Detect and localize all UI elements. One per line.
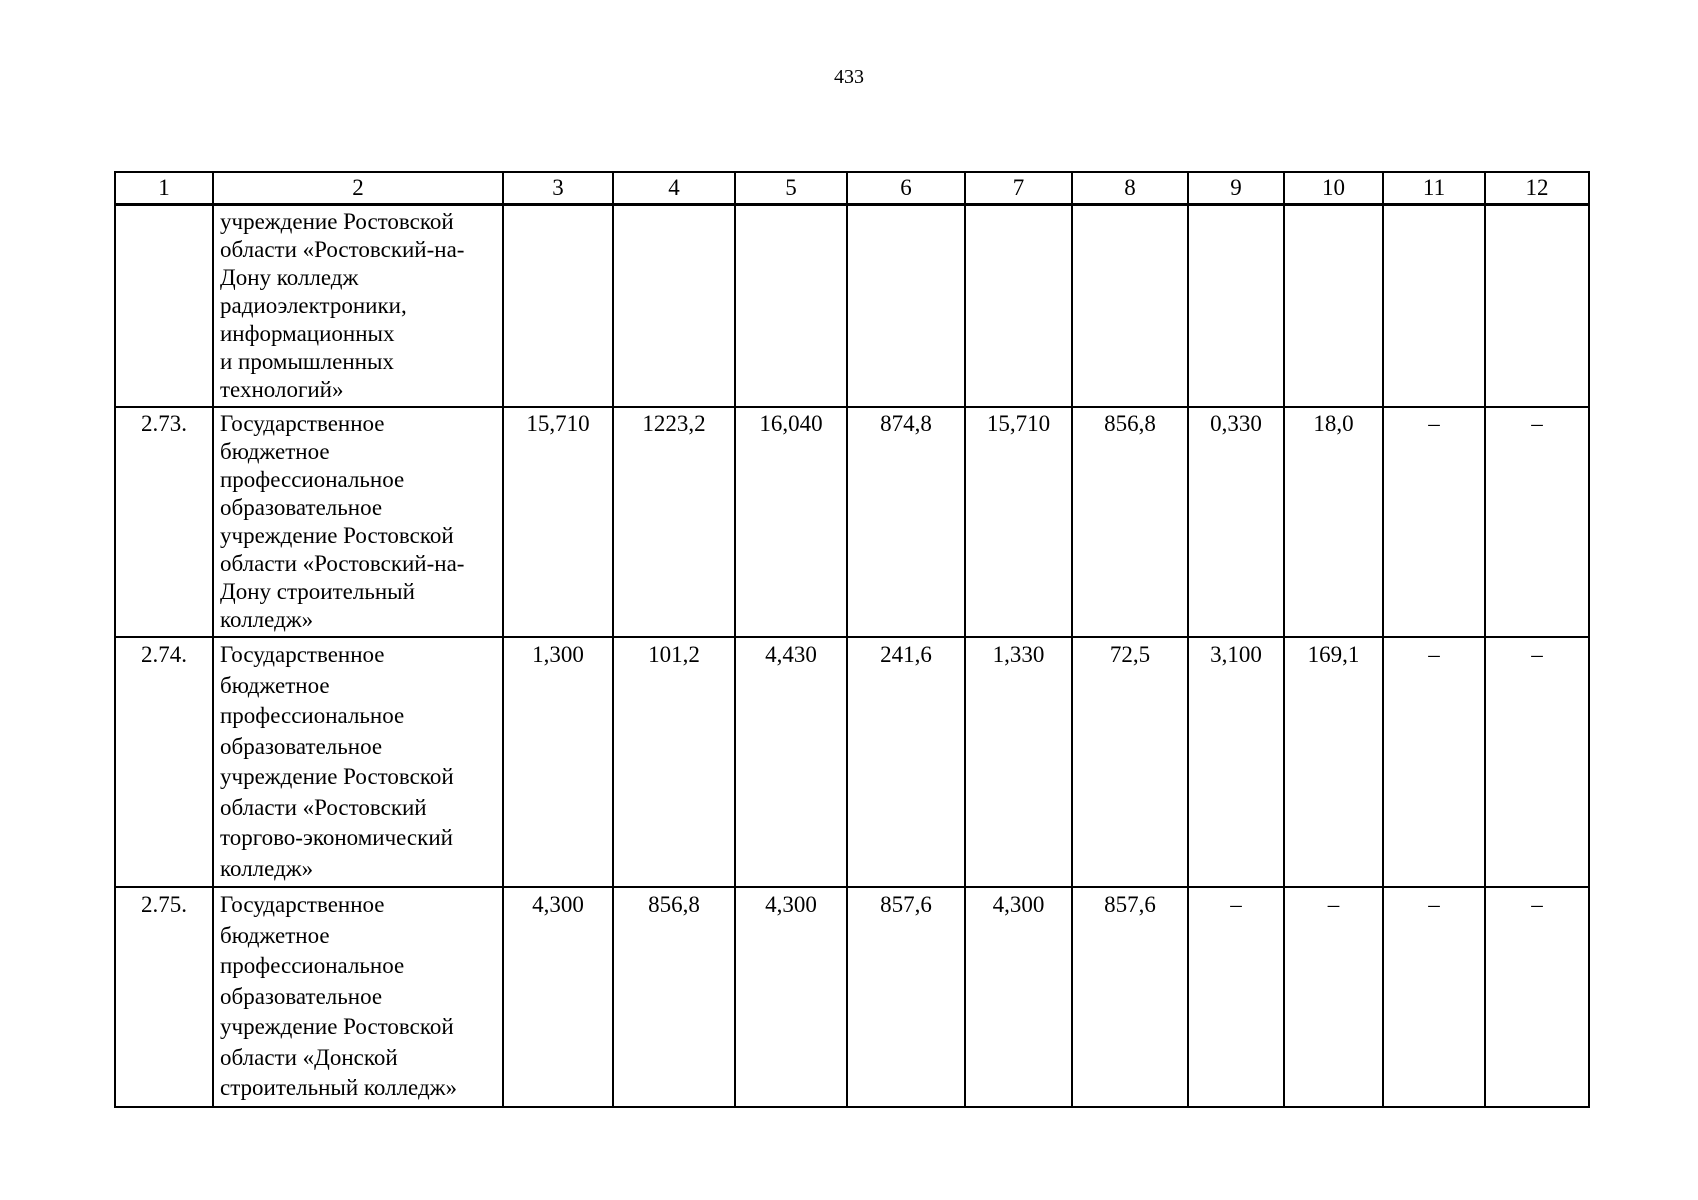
name-line: Дону строительный xyxy=(220,579,415,604)
cell-value: – xyxy=(1383,887,1485,1107)
row-number: 2.75. xyxy=(115,887,213,1107)
cell-value: 241,6 xyxy=(847,637,965,887)
cell-value: – xyxy=(1485,887,1589,1107)
cell-value: – xyxy=(1188,887,1284,1107)
cell-value xyxy=(1284,205,1383,408)
name-line: бюджетное xyxy=(220,672,330,698)
cell-value xyxy=(613,205,735,408)
row-number xyxy=(115,205,213,408)
name-line: радиоэлектроники, xyxy=(220,293,407,318)
cell-value xyxy=(965,205,1072,408)
table-row xyxy=(115,887,1589,1107)
page-number: 433 xyxy=(834,66,864,88)
name-line: колледж» xyxy=(220,855,314,881)
name-line: учреждение Ростовской xyxy=(220,1014,454,1039)
name-line: учреждение Ростовской xyxy=(220,209,454,234)
cell-value xyxy=(503,205,613,408)
name-line: бюджетное xyxy=(220,439,330,464)
cell-value: 857,6 xyxy=(847,887,965,1107)
name-line: торгово-экономический xyxy=(220,825,453,850)
name-line: Государственное xyxy=(220,411,385,436)
cell-value: 4,300 xyxy=(965,887,1072,1107)
cell-value: – xyxy=(1383,637,1485,887)
cell-value: 169,1 xyxy=(1284,637,1383,887)
cell-value: 3,100 xyxy=(1188,637,1284,887)
table-row xyxy=(115,637,1589,887)
name-line: профессиональное xyxy=(220,703,405,728)
cell-value: – xyxy=(1383,407,1485,637)
table-header-row xyxy=(115,172,1589,205)
name-line: строительный колледж» xyxy=(220,1075,458,1100)
cell-value: 1,300 xyxy=(503,637,613,887)
name-line: Государственное xyxy=(220,892,385,917)
column-header: 3 xyxy=(503,172,613,205)
cell-value: 16,040 xyxy=(735,407,847,637)
row-number: 2.74. xyxy=(115,637,213,887)
cell-value: 4,300 xyxy=(735,887,847,1107)
name-line: образовательное xyxy=(220,733,383,759)
name-line: профессиональное xyxy=(220,467,405,492)
column-header: 1 xyxy=(115,172,213,205)
cell-value: 18,0 xyxy=(1284,407,1383,637)
cell-value: 101,2 xyxy=(613,637,735,887)
name-line: Дону колледж xyxy=(220,265,359,290)
cell-value: – xyxy=(1284,887,1383,1107)
cell-value xyxy=(735,205,847,408)
cell-value: – xyxy=(1485,637,1589,887)
name-line: области «Ростовский xyxy=(220,794,427,820)
table-row xyxy=(115,407,1589,637)
cell-value: 72,5 xyxy=(1072,637,1188,887)
institution-name xyxy=(213,637,503,887)
cell-value: 1,330 xyxy=(965,637,1072,887)
column-header: 2 xyxy=(213,172,503,205)
name-line: области «Ростовский-на- xyxy=(220,237,465,262)
cell-value: – xyxy=(1485,407,1589,637)
row-number: 2.73. xyxy=(115,407,213,637)
cell-value xyxy=(1188,205,1284,408)
institution-name xyxy=(213,887,503,1107)
name-line: информационных xyxy=(220,321,395,346)
name-line: учреждение Ростовской xyxy=(220,764,454,789)
table-row xyxy=(115,205,1589,408)
column-header: 6 xyxy=(847,172,965,205)
column-header: 11 xyxy=(1383,172,1485,205)
cell-value xyxy=(1485,205,1589,408)
name-line: колледж» xyxy=(220,607,314,632)
cell-value xyxy=(1072,205,1188,408)
name-line: и промышленных xyxy=(220,349,394,374)
data-table xyxy=(114,171,1590,1108)
cell-value xyxy=(1383,205,1485,408)
institution-name xyxy=(213,205,503,408)
column-header: 7 xyxy=(965,172,1072,205)
name-line: образовательное xyxy=(220,983,383,1009)
cell-value: 874,8 xyxy=(847,407,965,637)
column-header: 9 xyxy=(1188,172,1284,205)
cell-value: 15,710 xyxy=(965,407,1072,637)
name-line: области «Ростовский-на- xyxy=(220,551,465,576)
column-header: 4 xyxy=(613,172,735,205)
name-line: области «Донской xyxy=(220,1044,398,1070)
cell-value xyxy=(847,205,965,408)
cell-value: 856,8 xyxy=(613,887,735,1107)
name-line: Государственное xyxy=(220,642,385,667)
name-line: учреждение Ростовской xyxy=(220,523,454,548)
institution-name xyxy=(213,407,503,637)
column-header: 5 xyxy=(735,172,847,205)
name-line: профессиональное xyxy=(220,953,405,978)
cell-value: 15,710 xyxy=(503,407,613,637)
cell-value: 4,300 xyxy=(503,887,613,1107)
cell-value: 1223,2 xyxy=(613,407,735,637)
cell-value: 857,6 xyxy=(1072,887,1188,1107)
name-line: образовательное xyxy=(220,495,383,520)
cell-value: 4,430 xyxy=(735,637,847,887)
column-header: 8 xyxy=(1072,172,1188,205)
cell-value: 856,8 xyxy=(1072,407,1188,637)
name-line: бюджетное xyxy=(220,922,330,948)
name-line: технологий» xyxy=(220,377,344,402)
cell-value: 0,330 xyxy=(1188,407,1284,637)
column-header: 10 xyxy=(1284,172,1383,205)
column-header: 12 xyxy=(1485,172,1589,205)
